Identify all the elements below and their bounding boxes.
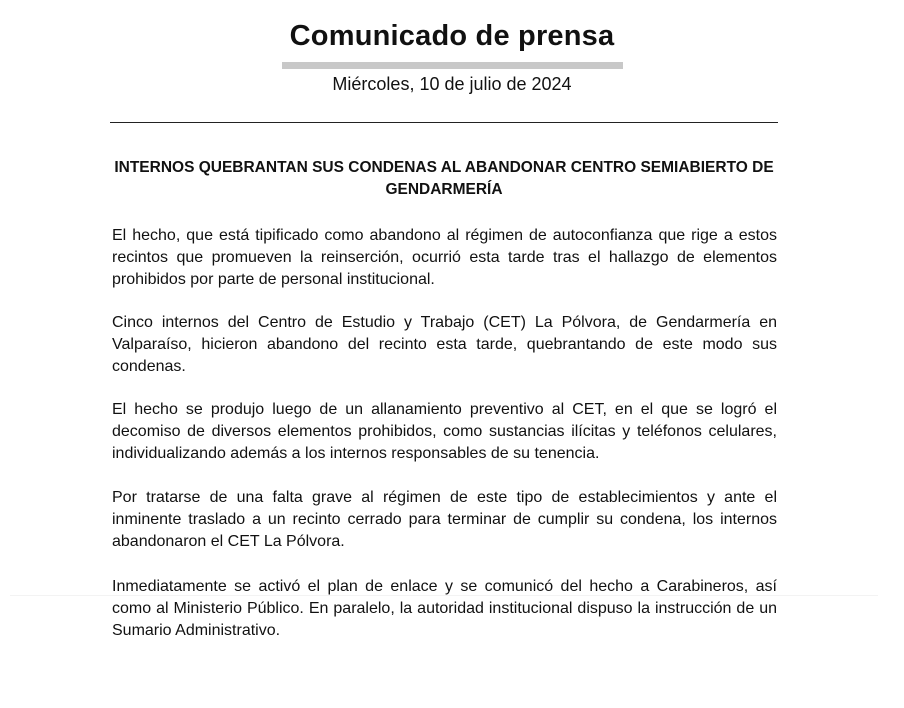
article-paragraph-4: Por tratarse de una falta grave al régimen de este tipo de establecimientos y ante el inminente traslado a un recinto cerrado para terminar de cumplir su condena, los internos abandonaron el CET La Pólvora.: [112, 489, 777, 550]
release-date: Miércoles, 10 de julio de 2024: [332, 74, 572, 94]
article-paragraph-2: Cinco internos del Centro de Estudio y Trabajo (CET) La Pólvora, de Gendarmería en Valparaíso, hicieron abandono del recinto esta tarde, quebrantando de este modo sus condenas.: [112, 314, 777, 375]
article-headline: INTERNOS QUEBRANTAN SUS CONDENAS AL ABANDONAR CENTRO SEMIABIERTO DE GENDARMERÍA: [114, 159, 774, 198]
article-paragraph-5: Inmediatamente se activó el plan de enlace y se comunicó del hecho a Carabineros, así como al Ministerio Público. En paralelo, la autoridad institucional dispuso la instrucción de un Sumario Administrativo.: [112, 578, 777, 639]
title-underline-bar: [282, 62, 623, 69]
article-paragraph-3: El hecho se produjo luego de un allanamiento preventivo al CET, en el que se logró el decomiso de diversos elementos prohibidos, como sustancias ilícitas y teléfonos celulares, individualizando además a los internos responsables de su tenencia.: [112, 401, 777, 462]
article-paragraph-1: El hecho, que está tipificado como abandono al régimen de autoconfianza que rige a estos recintos que promueven la reinserción, ocurrió esta tarde tras el hallazgo de elementos prohibidos por parte de personal institucional.: [112, 227, 777, 288]
page-title: Comunicado de prensa: [289, 20, 615, 52]
header-divider: [110, 122, 778, 123]
